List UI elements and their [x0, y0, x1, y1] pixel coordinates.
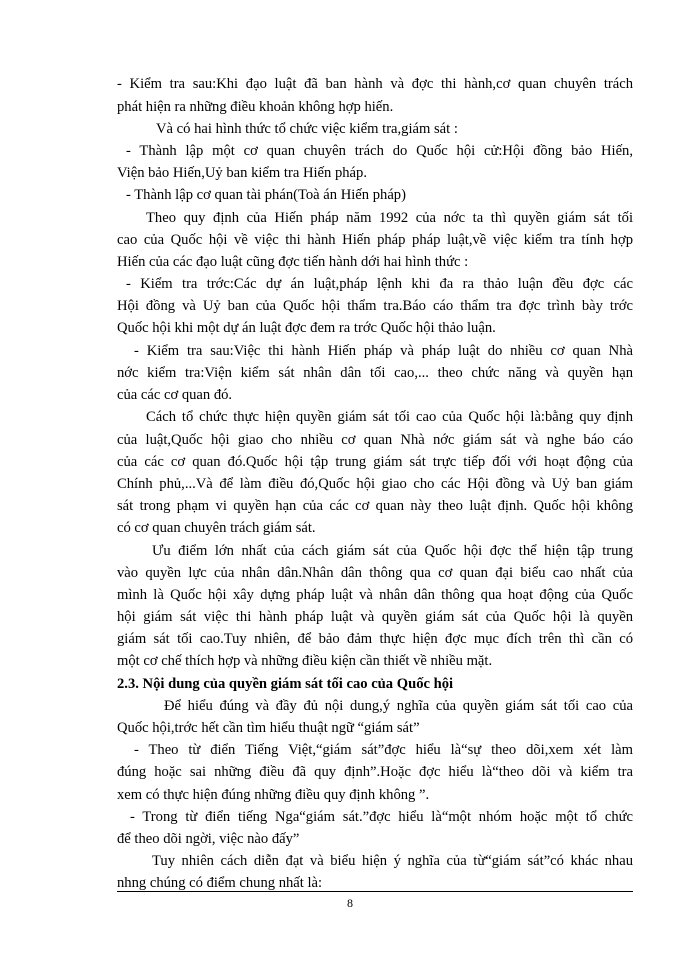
text-line: Chính phủ,...Và để làm điều đó,Quốc hội giao cho các Hội đồng và Uỷ ban giám: [117, 476, 633, 492]
text-line: Cách tổ chức thực hiện quyền giám sát tối cao của Quốc hội là:bằng quy định: [146, 409, 633, 425]
page-number: 8: [347, 896, 353, 910]
text-line: Hiến của các đạo luật cũng đợc tiến hành dới hai hình thức :: [117, 254, 469, 270]
text-line: - Trong từ điển tiếng Nga“giám sát.”đợc hiểu là“một nhóm hoặc một tổ chức: [130, 809, 633, 825]
text-line: Quốc hội khi một dự án luật đợc đem ra trớc Quốc hội thảo luận.: [117, 320, 496, 336]
text-line: Theo quy định của Hiến pháp năm 1992 của nớc ta thì quyền giám sát tối: [146, 210, 633, 226]
section-heading: 2.3. Nội dung của quyền giám sát tối cao của Quốc hội: [117, 676, 454, 692]
footer-rule: [117, 891, 633, 892]
text-line: phát hiện ra những điều khoản không hợp hiến.: [117, 99, 394, 115]
text-line: - Thành lập một cơ quan chuyên trách do Quốc hội cử:Hội đồng bảo Hiến,: [126, 143, 633, 159]
text-line: Và có hai hình thức tổ chức việc kiểm tra,giám sát :: [156, 121, 458, 137]
text-line: hội giám sát việc thi hành pháp luật và quyền giám sát của Quốc hội là quyền: [117, 609, 633, 625]
text-line: giám sát tối cao.Tuy nhiên, để bảo đảm thực hiện đợc mục đích trên thì cần có: [117, 631, 633, 647]
text-line: sát trong phạm vi quyền hạn của các cơ quan này theo luật định. Quốc hội không: [117, 498, 633, 514]
text-line: mình là Quốc hội xây dựng pháp luật và nhân dân thông qua hoạt động của Quốc: [117, 587, 633, 603]
text-line: Hội đồng và Uỷ ban của Quốc hội thẩm tra.Báo cáo thẩm tra đợc trình bày trớc: [117, 298, 633, 314]
text-line: - Theo từ điển Tiếng Việt,“giám sát”đợc hiểu là“sự theo dõi,xem xét làm: [134, 742, 633, 758]
text-line: - Thành lập cơ quan tài phán(Toà án Hiến pháp): [126, 187, 406, 203]
text-line: Viện bảo Hiến,Uỷ ban kiểm tra Hiến pháp.: [117, 165, 367, 181]
text-line: đúng hoặc sai những điều đã quy định”.Hoặc đợc hiểu là“theo dõi và kiểm tra: [117, 764, 633, 780]
text-line: nhng chúng có điểm chung nhất là:: [117, 875, 323, 891]
text-line: của các cơ quan đó.: [117, 387, 233, 403]
text-line: có cơ quan chuyên trách giám sát.: [117, 520, 316, 536]
text-line: để theo dõi ngời, việc nào đấy”: [117, 831, 300, 847]
text-line: Ưu điểm lớn nhất của cách giám sát của Quốc hội đợc thể hiện tập trung: [152, 543, 633, 559]
text-line: cao của Quốc hội về việc thi hành Hiến pháp pháp luật,về việc kiểm tra tính hợp: [117, 232, 633, 248]
text-line: Quốc hội,trớc hết cần tìm hiểu thuật ngữ “giám sát”: [117, 720, 420, 736]
text-line: xem có thực hiện đúng những điều quy định không ”.: [117, 787, 430, 803]
text-line: Để hiểu đúng và đầy đủ nội dung,ý nghĩa của quyền giám sát tối cao của: [164, 698, 633, 714]
text-line: một cơ chế thích hợp và những điều kiện cần thiết về nhiều mặt.: [117, 653, 493, 669]
text-line: nớc kiểm tra:Viện kiểm sát nhân dân tối cao,... theo chức năng và quyền hạn: [117, 365, 633, 381]
text-line: - Kiểm tra sau:Khi đạo luật đã ban hành và đợc thi hành,cơ quan chuyên trách: [117, 76, 633, 92]
text-line: - Kiểm tra trớc:Các dự án luật,pháp lệnh khi đa ra thảo luận đều đợc các: [126, 276, 633, 292]
text-line: Tuy nhiên cách diễn đạt và biểu hiện ý nghĩa của từ“giám sát”có khác nhau: [152, 853, 633, 869]
text-line: của các cơ quan đó.Quốc hội tập trung giám sát trực tiếp đối với hoạt động của: [117, 454, 633, 470]
text-line: của luật,Quốc hội giao cho nhiều cơ quan Nhà nớc giám sát và nghe báo cáo: [117, 432, 633, 448]
text-line: vào quyền lực của nhân dân.Nhân dân thông qua cơ quan đại biểu cao nhất của: [117, 565, 633, 581]
text-line: - Kiểm tra sau:Việc thi hành Hiến pháp và pháp luật do nhiều cơ quan Nhà: [134, 343, 633, 359]
